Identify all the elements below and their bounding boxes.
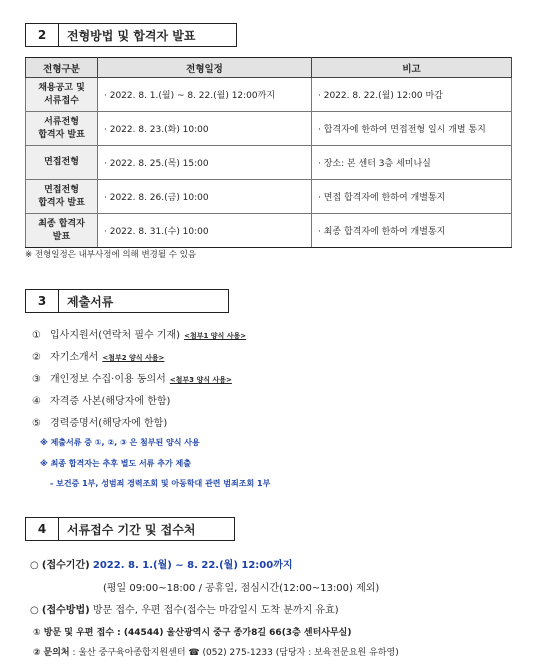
section-3-header <box>25 289 229 313</box>
document-note: ※ 최종 합격자는 추후 별도 서류 추가 제출 <box>40 459 191 468</box>
section-4-number: 4 <box>25 517 59 541</box>
table-row <box>26 180 512 214</box>
header-note: 비고 <box>312 58 512 78</box>
document-note: - 보건증 1부, 성범죄 경력조회 및 아동학대 관련 범죄조회 1부 <box>50 479 271 488</box>
row-category: 최종 합격자 발표 <box>26 214 98 248</box>
office-hours: (평일 09:00~18:00 / 공휴일, 점심시간(12:00~13:00) 제외) <box>103 583 380 594</box>
section-3-number: 3 <box>25 289 59 313</box>
table-row <box>26 146 512 180</box>
row-note: · 합격자에 한하여 면접전형 일시 개별 통지 <box>312 112 512 146</box>
row-category: 면접전형 합격자 발표 <box>26 180 98 214</box>
submission-address: ① 방문 및 우편 접수 : (44544) 울산광역시 중구 종가8길 66(3층 센터사무실) <box>33 628 352 638</box>
section-4-header <box>25 517 235 541</box>
application-period: ○ (접수기간) 2022. 8. 1.(월) ~ 8. 22.(월) 12:00까지 <box>30 560 293 571</box>
row-date: · 2022. 8. 26.(금) 10:00 <box>98 180 312 214</box>
section-3-title: 제출서류 <box>59 289 229 313</box>
row-note: · 최종 합격자에 한하여 개별통지 <box>312 214 512 248</box>
document-item: ③ 개인정보 수집·이용 동의서 <첨부3 양식 사용> <box>32 374 232 385</box>
header-schedule: 전형일정 <box>98 58 312 78</box>
document-item: ⑤ 경력증명서(해당자에 한함) <box>32 418 168 429</box>
row-date: · 2022. 8. 31.(수) 10:00 <box>98 214 312 248</box>
row-category: 채용공고 및 서류접수 <box>26 78 98 112</box>
schedule-footnote: ※ 전형일정은 내부사정에 의해 변경될 수 있음 <box>25 250 197 260</box>
application-method: ○ (접수방법) 방문 접수, 우편 접수(접수는 마감일시 도착 분까지 유효) <box>30 605 339 616</box>
row-category: 서류전형 합격자 발표 <box>26 112 98 146</box>
table-row <box>26 78 512 112</box>
contact-info: ② 문의처 : 울산 중구육아종합지원센터 ☎ (052) 275-1233 (담당자 : 보육전문요원 유하영) <box>33 648 399 658</box>
table-row <box>26 112 512 146</box>
schedule-table <box>25 57 512 248</box>
row-note: · 2022. 8. 22.(월) 12:00 마감 <box>312 78 512 112</box>
header-category: 전형구분 <box>26 58 98 78</box>
table-row <box>26 214 512 248</box>
row-note: · 면접 합격자에 한하여 개별통지 <box>312 180 512 214</box>
document-item: ② 자기소개서 <첨부2 양식 사용> <box>32 352 165 363</box>
section-2-header <box>25 23 237 47</box>
row-category: 면접전형 <box>26 146 98 180</box>
row-date: · 2022. 8. 25.(목) 15:00 <box>98 146 312 180</box>
row-date: · 2022. 8. 1.(월) ~ 8. 22.(월) 12:00까지 <box>98 78 312 112</box>
document-item: ④ 자격증 사본(해당자에 한함) <box>32 396 171 407</box>
section-4-title: 서류접수 기간 및 접수처 <box>59 517 235 541</box>
row-date: · 2022. 8. 23.(화) 10:00 <box>98 112 312 146</box>
section-2-title: 전형방법 및 합격자 발표 <box>59 23 237 47</box>
table-header-row <box>26 58 512 78</box>
row-note: · 장소: 본 센터 3층 세미나실 <box>312 146 512 180</box>
document-note: ※ 제출서류 중 ①, ②, ③ 은 첨부된 양식 사용 <box>40 438 200 447</box>
section-2-number: 2 <box>25 23 59 47</box>
document-item: ① 입사지원서(연락처 필수 기재) <첨부1 양식 사용> <box>32 330 247 341</box>
